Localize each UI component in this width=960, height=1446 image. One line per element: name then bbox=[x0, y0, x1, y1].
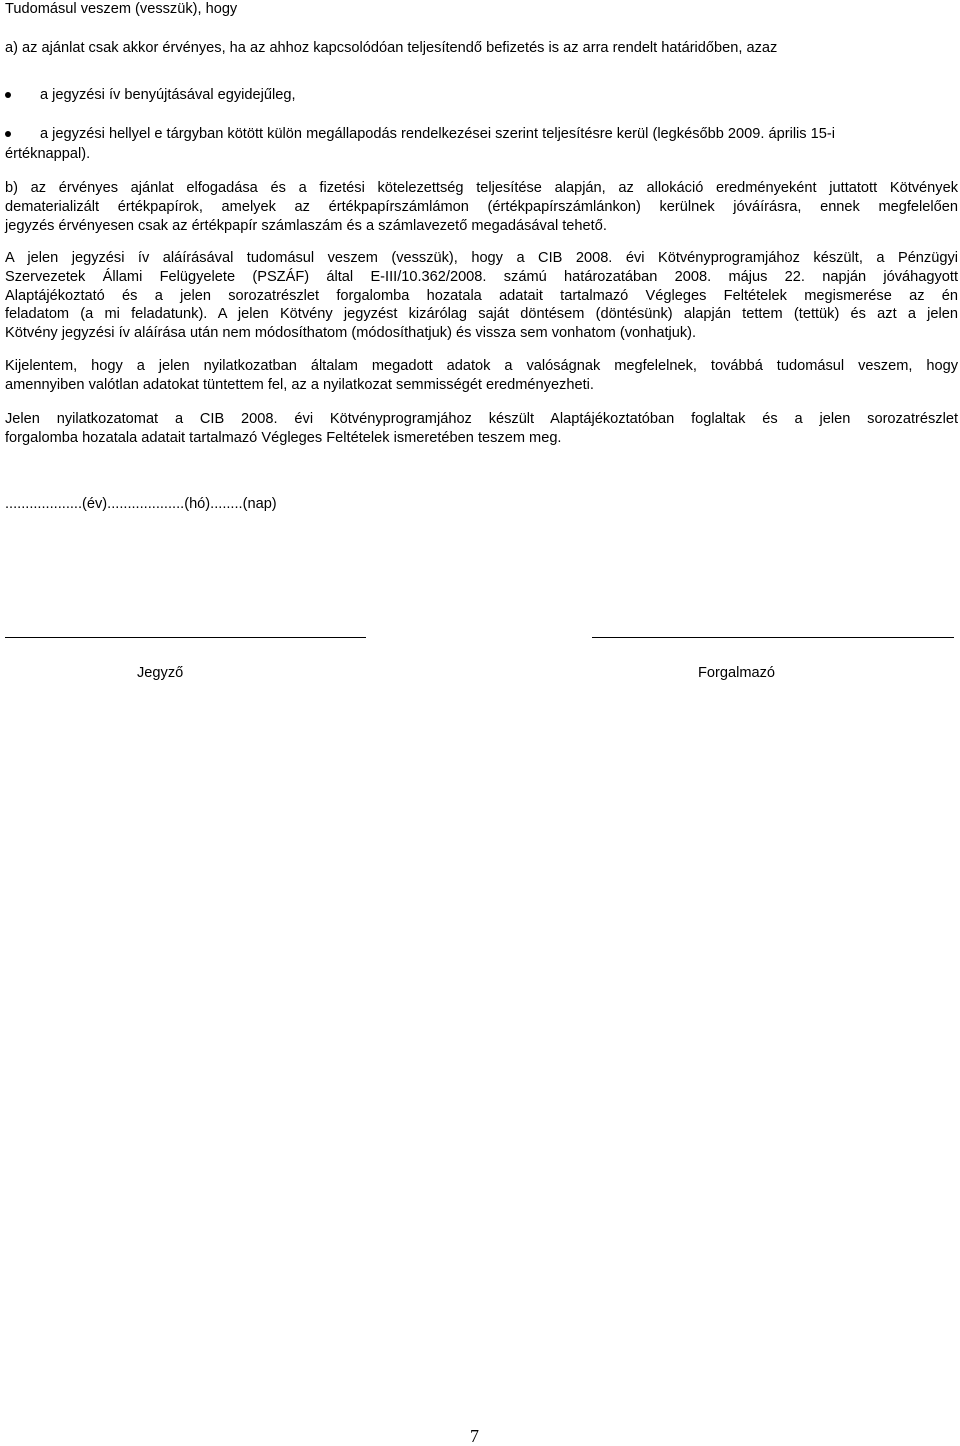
bullet-icon bbox=[5, 131, 11, 137]
point-b-line: dematerializált értékpapírok, amelyek az értékpapírszámlámon (értékpapírszámlánkon) kerülnek jóváírásra, ennek megfelelően bbox=[5, 198, 958, 215]
acknowledgement-paragraph bbox=[5, 249, 958, 343]
declaration-paragraph bbox=[5, 357, 958, 395]
point-b-paragraph bbox=[5, 179, 958, 235]
point-b-line: jegyzés érvényesen csak az értékpapír számlaszám és a számlavezető megadásával tehető. bbox=[5, 217, 607, 234]
page-number: 7 bbox=[470, 1426, 479, 1446]
point-b-line: b) az érvényes ajánlat elfogadása és a fizetési kötelezettség teljesítése alapján, az allokáció eredményeként juttatott Kötvények bbox=[5, 180, 958, 196]
point-a-text: a) az ajánlat csak akkor érvényes, ha az ahhoz kapcsolódóan teljesítendő befizetés is az arra rendelt határidőben, azaz bbox=[5, 40, 778, 56]
bullet-icon bbox=[5, 92, 11, 98]
acknowledgement-line: A jelen jegyzési ív aláírásával tudomásul veszem (vesszük), hogy a CIB 2008. évi Kötvényprogramjához készült, a Pénzügyi bbox=[5, 250, 958, 266]
statement-line: Jelen nyilatkozatomat a CIB 2008. évi Kötvényprogramjához készült Alaptájékoztatóban foglaltak és a jelen sorozatrészlet bbox=[5, 411, 958, 427]
intro-text: Tudomásul veszem (vesszük), hogy bbox=[5, 1, 238, 17]
bullet-item-1: a jegyzési ív benyújtásával egyidejűleg, bbox=[40, 87, 296, 103]
declaration-line: amennyiben valótlan adatokat tüntettem fel, az a nyilatkozat semmisségét eredményezheti. bbox=[5, 376, 594, 393]
statement-line: forgalomba hozatala adatait tartalmazó Végleges Feltételek ismeretében teszem meg. bbox=[5, 429, 562, 446]
acknowledgement-line: Alaptájékoztató és a jelen sorozatrészlet forgalomba hozatala adatait tartalmazó Végleges Feltételek megismerése az én bbox=[5, 287, 958, 304]
signature-line-right bbox=[592, 637, 954, 638]
bullet-item-2: a jegyzési hellyel e tárgyban kötött külön megállapodás rendelkezései szerint teljesítésre kerül (legkésőbb 2009. április 15-i bbox=[40, 126, 835, 142]
signature-label-left: Jegyző bbox=[137, 665, 184, 681]
acknowledgement-line: feladatom (a mi feladatunk). A jelen Kötvény jegyzést kizárólag saját döntésem (döntésünk) alapján tettem (tettük) és azt a jelen bbox=[5, 306, 958, 323]
bullet-item-2-continuation: értéknappal). bbox=[5, 146, 91, 162]
signature-line-left bbox=[5, 637, 366, 638]
acknowledgement-line: Kötvény jegyzési ív aláírása után nem módosíthatom (módosíthatjuk) és vissza sem vonhatom (vonhatjuk). bbox=[5, 325, 697, 342]
signature-label-right: Forgalmazó bbox=[698, 665, 776, 681]
acknowledgement-line: Szervezetek Állami Felügyelete (PSZÁF) által E-III/10.362/2008. számú határozatában 2008. május 22. napján jóváhagyott bbox=[5, 268, 958, 285]
date-line: ...................(év)...................(hó)........(nap) bbox=[5, 496, 277, 512]
statement-paragraph bbox=[5, 410, 958, 448]
declaration-line: Kijelentem, hogy a jelen nyilatkozatban általam megadott adatok a valóságnak megfelelnek, továbbá tudomásul veszem, hogy bbox=[5, 358, 958, 374]
